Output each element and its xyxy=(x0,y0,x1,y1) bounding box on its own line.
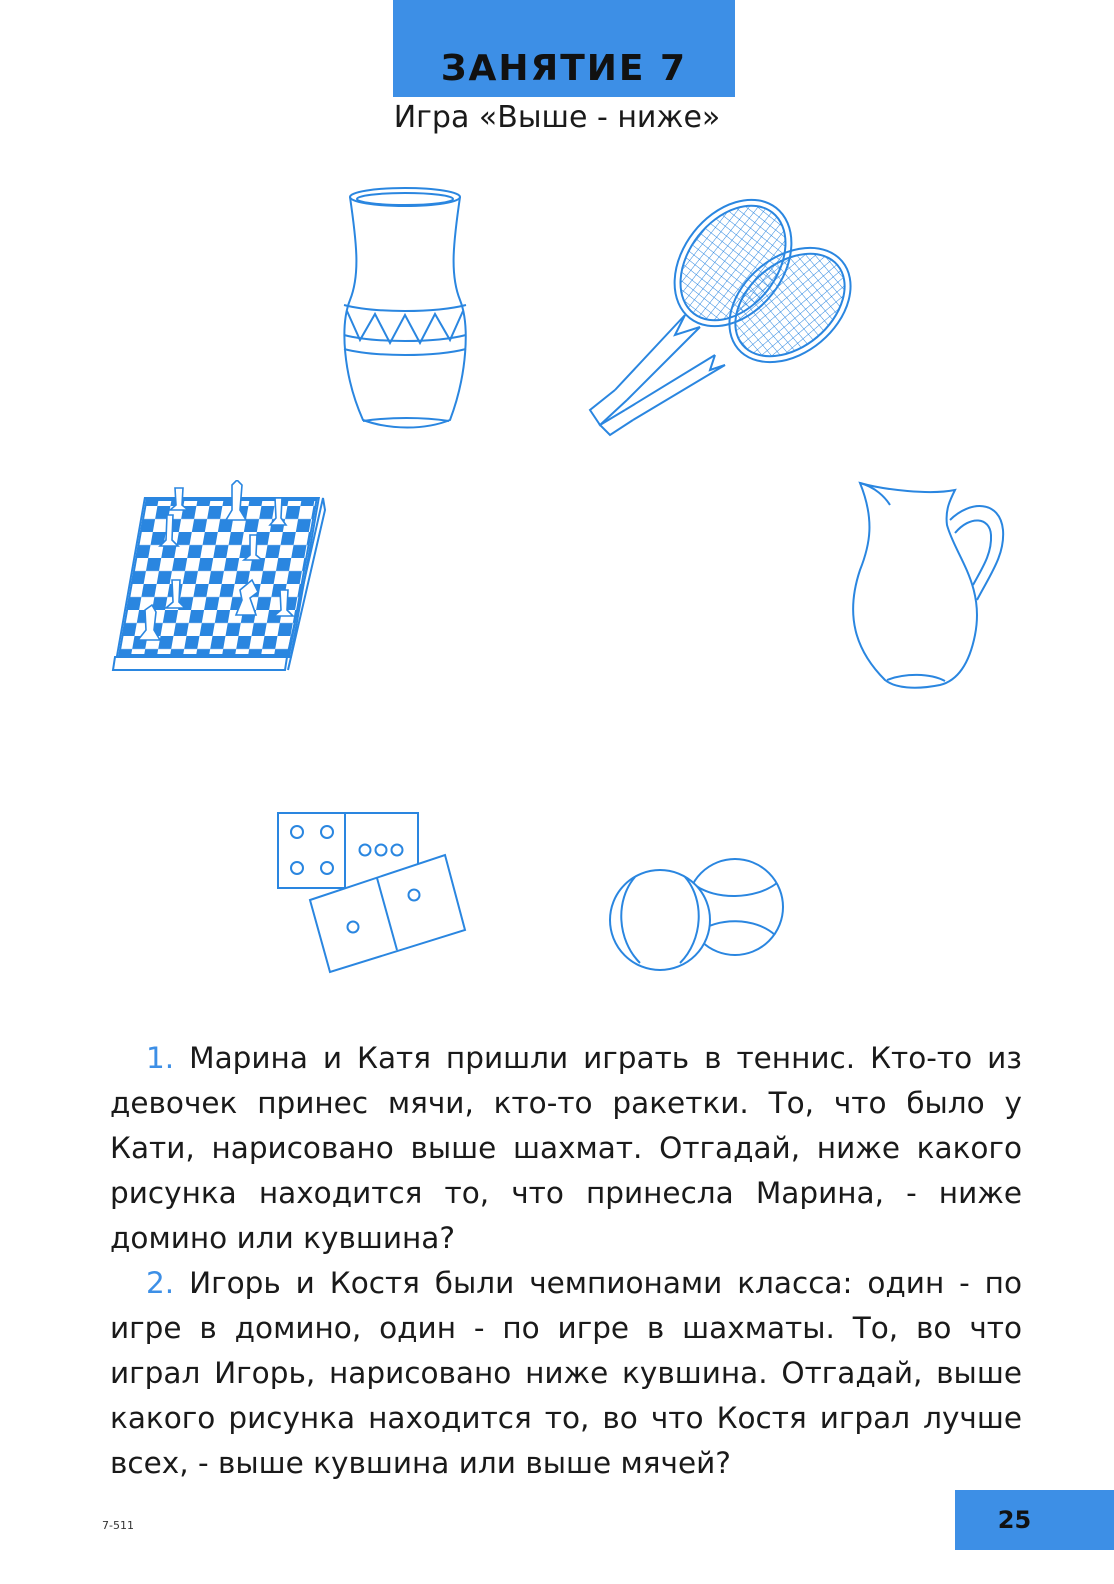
vase-picture xyxy=(335,185,475,435)
page-number-box xyxy=(955,1490,1114,1550)
lesson-title: ЗАНЯТИЕ 7 xyxy=(440,48,688,89)
task-2-text: Игорь и Костя были чемпионами класса: один - по игре в домино, один - по игре в шахматы. То, во что играл Игорь, нарисовано ниже кувшина. Отгадай, выше какого рисунка находится то, во что Костя играл лучше всех, - выше кувшина или выше мячей? xyxy=(110,1266,1022,1480)
task-2 xyxy=(110,1261,1022,1486)
chess-board-picture xyxy=(110,480,340,680)
print-code: 7-511 xyxy=(102,1519,134,1532)
lesson-header xyxy=(393,0,735,97)
task-1-text: Марина и Катя пришли играть в теннис. Кто-то из девочек принес мячи, кто-то ракетки. То, что было у Кати, нарисовано выше шахмат. Отгадай, ниже какого рисунка находится то, что принесла Марина, - ниже домино или кувшина? xyxy=(110,1041,1022,1255)
task-1 xyxy=(110,1036,1022,1261)
game-title: Игра «Выше - ниже» xyxy=(393,100,721,135)
dominoes-picture xyxy=(275,810,475,980)
task-1-number: 1. xyxy=(146,1041,175,1075)
tennis-rackets-picture xyxy=(575,185,865,440)
page-number: 25 xyxy=(997,1506,1032,1534)
task-2-number: 2. xyxy=(146,1266,175,1300)
tennis-balls-picture xyxy=(605,855,790,975)
jug-picture xyxy=(845,475,1020,690)
task-list xyxy=(110,1036,1022,1486)
